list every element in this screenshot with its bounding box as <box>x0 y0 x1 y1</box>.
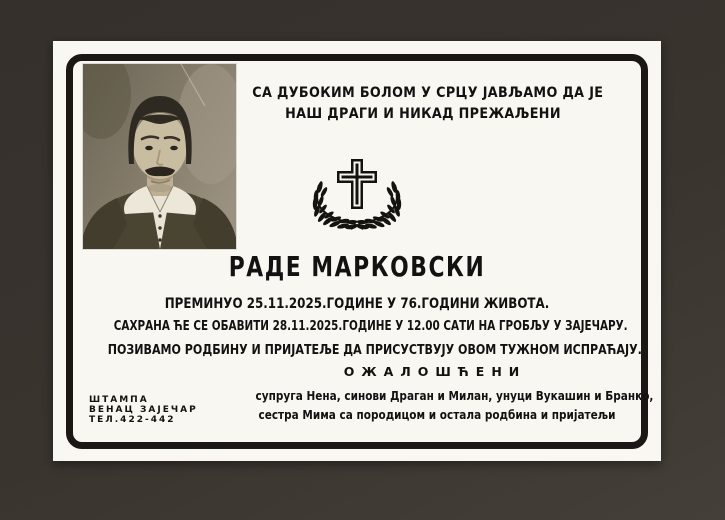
intro-line-2: НАШ ДРАГИ И НИКАД ПРЕЖАЉЕНИ <box>285 106 561 122</box>
printer-phone: ТЕЛ.422-442 <box>89 415 176 425</box>
memorial-notice-card <box>53 41 661 461</box>
deceased-name: РАДЕ МАРКОВСКИ <box>228 250 486 283</box>
family-line-1: супруга Нена, синови Драган и Милан, унуци Вукашин и Бранко, <box>255 388 654 403</box>
cross-icon <box>337 159 377 209</box>
invitation-line: ПОЗИВАМО РОДБИНУ И ПРИЈАТЕЉЕ ДА ПРИСУСТВУЈУ ОВОМ ТУЖНОМ ИСПРАЋАЈУ. <box>107 342 642 358</box>
funeral-info-line: САХРАНА ЋЕ СЕ ОБАВИТИ 28.11.2025.ГОДИНЕ У 12.00 САТИ НА ГРОБЉУ У ЗАЈЕЧАРУ. <box>113 319 628 334</box>
family-list <box>255 386 654 424</box>
death-date-line: ПРЕМИНУО 25.11.2025.ГОДИНЕ У 76.ГОДИНИ ЖИВОТА. <box>164 296 550 312</box>
deceased-portrait-photo <box>83 64 236 249</box>
printer-credit <box>89 395 198 425</box>
printer-name: ВЕНАЦ ЗАЈЕЧАР <box>89 405 198 415</box>
printer-label: ШТАМПА <box>89 395 149 405</box>
intro-line-1: СА ДУБОКИМ БОЛОМ У СРЦУ ЈАВЉАМО ДА ЈЕ <box>252 85 604 101</box>
mourners-heading: ОЖАЛОШЋЕНИ <box>343 364 527 379</box>
cross-laurel-wreath-icon <box>307 159 407 233</box>
intro-text <box>252 83 604 125</box>
family-line-2: сестра Мима са породицом и остала родбина и пријатељи <box>258 407 616 422</box>
